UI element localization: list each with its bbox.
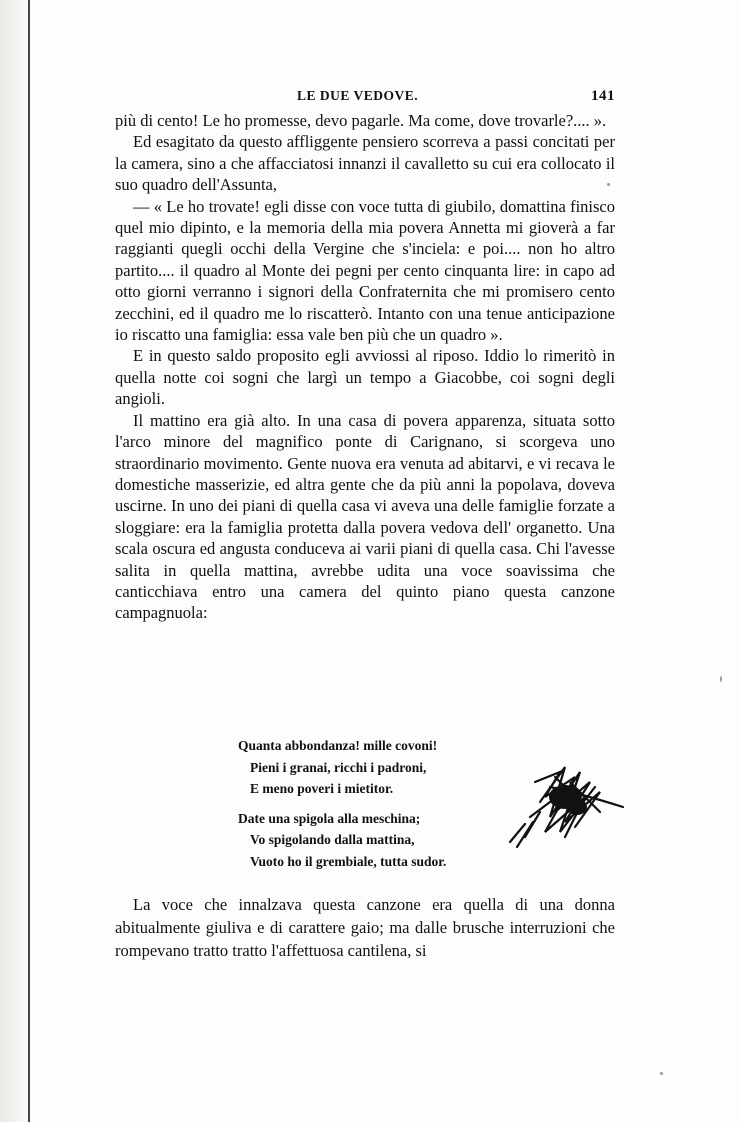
paper-speck xyxy=(660,1072,663,1075)
poem-line: E meno poveri i mietitor. xyxy=(250,781,394,796)
paper-speck xyxy=(607,183,610,186)
poem-line: Pieni i granai, ricchi i padroni, xyxy=(250,759,427,775)
poem-line: Quanta abbondanza! mille covoni! xyxy=(238,738,438,753)
poem-line: Vo spigolando dalla mattina, xyxy=(250,832,415,847)
paragraph-1: più di cento! Le ho promesse, devo pagarle. Ma come, dove trovarle?.... ». xyxy=(115,111,607,130)
poem xyxy=(238,735,538,880)
paragraph-5: Il mattino era già alto. In una casa di povera apparenza, situata sotto l'arco minore del magnifico ponte di Carignano, si scorgeva uno straordinario movimento. Gente nuova era venuta ad abitarvi, e vi recava le domestiche masserizie, ed altra gente che da più anni la popolava, doveva uscirne. In uno dei piani di quella casa vi aveva una delle famiglie forzate a sloggiare: era la famiglia protetta dalla povera vedova dell' organetto. Una scala oscura ed angusta conduceva ai varii piani di quella casa. Chi l'avesse salita in quella mattina, avrebbe udita una voce soavissima che canticchiava entro una camera del quinto piano questa canzone campagnuola: xyxy=(115,410,615,623)
ink-scribble-mark xyxy=(505,752,630,852)
paragraph-4: E in questo saldo proposito egli avviossi al riposo. Iddio lo rimeritò in quella notte coi sogni che largì un tempo a Giacobbe, coi sogni degli angioli. xyxy=(115,346,615,409)
paragraph-3: — « Le ho trovate! egli disse con voce tutta di giubilo, domattina finisco quel mio dipinto, e la memoria della mia povera Annetta mi gioverà a far raggianti quegli occhi della Vergine che s'inciela: e poi.... non ho altro partito.... il quadro al Monte dei pegni per cento cinquanta lire: in capo ad otto giorni verranno i signori della Confraternita che mi promisero cento zecchini, ed il quadro me lo riscatterò. Intanto con una tenue anticipazione io riscatto una famiglia: essa vale ben più che un quadro ». xyxy=(115,196,615,345)
paper-speck xyxy=(720,676,722,682)
paragraph-2: Ed esagitato da questo affliggente pensiero scorreva a passi concitati per la camera, sino a che affacciatosi innanzi il cavalletto su cui era collocato il suo quadro dell'Assunta, xyxy=(115,132,615,195)
poem-line: Vuoto ho il grembiale, tutta sudor. xyxy=(250,853,447,869)
poem-line: Date una spigola alla meschina; xyxy=(238,810,421,826)
closing-text xyxy=(115,893,615,962)
paragraph-6: La voce che innalzava questa canzone era quella di una donna abitualmente giuliva e di carattere gaio; ma dalle brusche interruzioni che rompevano tratto tratto l'affettuosa cantilena, si xyxy=(115,895,615,960)
page-binding-edge xyxy=(28,0,30,1122)
page-number: 141 xyxy=(591,88,615,104)
page-header xyxy=(115,88,615,110)
poem-stanza-1 xyxy=(238,735,538,800)
body-text xyxy=(115,110,615,624)
poem-stanza-2 xyxy=(238,808,538,873)
running-title: LE DUE VEDOVE. xyxy=(297,88,419,103)
